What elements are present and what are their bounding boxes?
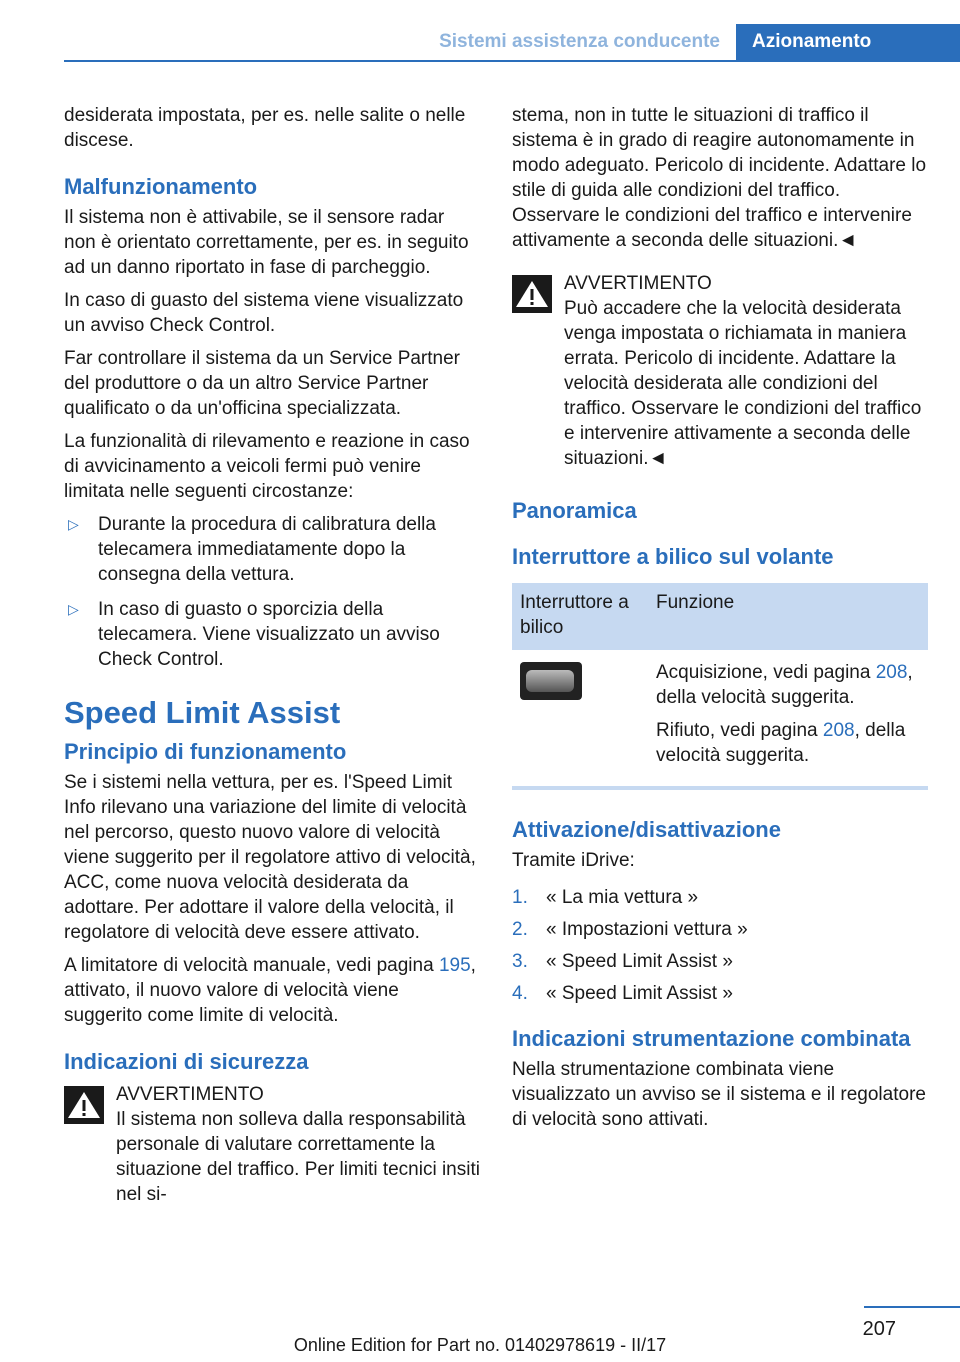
paragraph: stema, non in tutte le situazioni di traffico il sistema è in grado di reagire autonomamente in modo adeguato. Pericolo di incidente. Adattare lo stile di guida alle condizioni del traffico. Osservare le condizioni del traffico e intervenire attivamente a seconda delle situazioni.◄ <box>512 105 927 251</box>
page-number: 207 <box>862 1318 896 1340</box>
warning-block <box>64 1082 480 1207</box>
list-item: ▷ In caso di guasto o sporcizia della telecamera. Viene visualizzato un avviso Check Control. <box>68 599 440 670</box>
page-link[interactable]: 195 <box>438 955 471 976</box>
heading-speed-limit-assist: Speed Limit Assist <box>64 695 341 730</box>
paragraph: Tramite iDrive: <box>512 850 635 871</box>
table-row <box>512 650 928 788</box>
page-link[interactable]: 208 <box>875 662 908 683</box>
heading-principio: Principio di funzionamento <box>64 739 347 764</box>
function-table <box>512 583 928 790</box>
warning-block <box>512 271 928 471</box>
heading-interruttore: Interruttore a bilico sul volante <box>512 544 834 569</box>
paragraph: desiderata impostata, per es. nelle salite o nelle discese. <box>64 105 466 151</box>
footer-rule <box>864 1306 960 1308</box>
table-header-cell: Funzione <box>648 583 928 650</box>
paragraph: Se i sistemi nella vettura, per es. l'Speed Limit Info rilevano una variazione del limite di velocità nel percorso, questo nuovo valore di velocità viene suggerito per il regolatore attivo di velocità, ACC, come nuova velocità desiderata da adottare. Per adottare il valore della velocità, il regolatore di velocità deve essere attivato. <box>64 772 476 943</box>
table-text: Acquisizione, vedi pagina 208, della velocità suggerita. <box>656 662 913 708</box>
warning-icon <box>64 1086 104 1124</box>
warning-text: Può accadere che la velocità desiderata venga impostata o richiamata in maniera errata. Pericolo di incidente. Adattare la velocità desiderata alle condizioni del traffico. Osservare le condizioni del traffico e intervenire attivamente a seconda delle situazioni.◄ <box>564 298 922 469</box>
page-link[interactable]: 208 <box>822 720 855 741</box>
page-header <box>64 24 960 62</box>
footer-edition: Online Edition for Part no. 01402978619 - II/17 <box>293 1335 667 1355</box>
paragraph: In caso di guasto del sistema viene visualizzato un avviso Check Control. <box>64 290 464 336</box>
numbered-list <box>512 885 928 1013</box>
header-rule <box>64 60 960 62</box>
warning-title: AVVERTIMENTO <box>564 273 712 294</box>
table-header-row <box>512 583 928 650</box>
header-chapter-tab: Azionamento <box>736 24 960 62</box>
bullet-list <box>64 512 480 672</box>
paragraph: A limitatore di velocità manuale, vedi pagina 195, attivato, il nuovo valore di velocità viene suggerito come limite di velocità. <box>64 955 476 1026</box>
paragraph: Il sistema non è attivabile, se il sensore radar non è orientato correttamente, per es. in seguito ad un danno riportato in fase di parcheggio. <box>64 207 469 278</box>
triangle-bullet-icon: ▷ <box>68 601 79 617</box>
list-item: 2. « Impostazioni vettura » <box>512 919 748 940</box>
heading-attivazione: Attivazione/disattivazione <box>512 817 781 842</box>
right-column <box>512 103 928 1140</box>
header-section-title: Sistemi assistenza conducente <box>439 31 720 52</box>
triangle-bullet-icon: ▷ <box>68 516 79 532</box>
table-header-cell: Interruttore a bilico <box>512 583 648 650</box>
paragraph: Far controllare il sistema da un Service Partner del produttore o da un altro Service Partner qualificato o da un'officina specializzata. <box>64 348 460 419</box>
warning-title: AVVERTIMENTO <box>116 1084 264 1105</box>
heading-panoramica: Panoramica <box>512 498 637 523</box>
list-item: 4. « Speed Limit Assist » <box>512 983 733 1004</box>
list-item: ▷ Durante la procedura di calibratura della telecamera immediatamente dopo la consegna della vettura. <box>68 514 436 585</box>
table-cell <box>512 650 648 788</box>
heading-indicazioni: Indicazioni strumentazione combinata <box>512 1026 911 1051</box>
paragraph: La funzionalità di rilevamento e reazione in caso di avvicinamento a veicoli fermi può venire limitata nelle seguenti circostanze: <box>64 431 470 502</box>
table-cell <box>648 650 928 788</box>
list-item: 3. « Speed Limit Assist » <box>512 951 733 972</box>
warning-icon <box>512 275 552 313</box>
heading-malfunzionamento: Malfunzionamento <box>64 174 258 199</box>
warning-text: Il sistema non solleva dalla responsabilità personale di valutare correttamente la situazione del traffico. Per limiti tecnici insiti nel si- <box>116 1109 480 1205</box>
left-column <box>64 103 480 1215</box>
rocker-switch-icon <box>520 662 582 700</box>
heading-sicurezza: Indicazioni di sicurezza <box>64 1049 309 1074</box>
paragraph: Nella strumentazione combinata viene visualizzato un avviso se il sistema e il regolatore di velocità sono attivati. <box>512 1059 926 1130</box>
table-text: Rifiuto, vedi pagina 208, della velocità suggerita. <box>656 720 906 766</box>
list-item: 1. « La mia vettura » <box>512 887 699 908</box>
